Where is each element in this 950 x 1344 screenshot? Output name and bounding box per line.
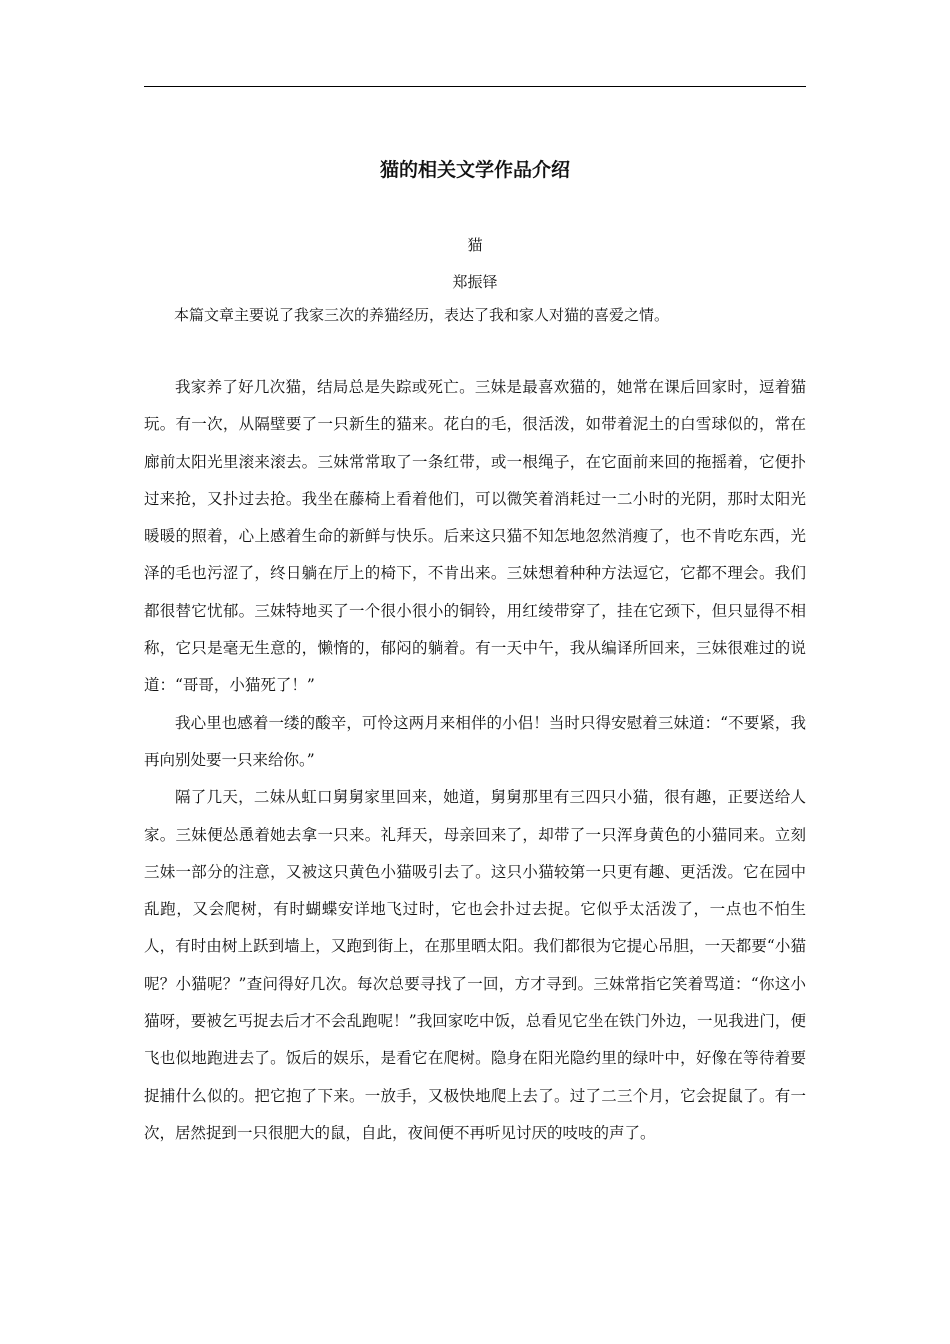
document-title: 猫的相关文学作品介绍 [379,159,570,181]
body-text [144,369,806,1152]
body-paragraph: 隔了几天，二妹从虹口舅舅家里回来，她道，舅舅那里有三四只小猫，很有趣，正要送给人家。三妹便怂恿着她去拿一只来。礼拜天，母亲回来了，却带了一只浑身黄色的小猫同来。立刻三妹一部分的注意，又被这只黄色小猫吸引去了。这只小猫较第一只更有趣、更活泼。它在园中乱跑，又会爬树，有时蝴蝶安详地飞过时，它也会扑过去捉。它似乎太活泼了，一点也不怕生人，有时由树上跃到墙上，又跑到街上，在那里晒太阳。我们都很为它提心吊胆，一天都要“小猫呢？小猫呢？”查问得好几次。每次总要寻找了一回，方才寻到。三妹常指它笑着骂道：“你这小猫呀，要被乞丐捉去后才不会乱跑呢！”我回家吃中饭，总看见它坐在铁门外边，一见我进门，便飞也似地跑进去了。饭后的娱乐，是看它在爬树。隐身在阳光隐约里的绿叶中，好像在等待着要捉捕什么似的。把它抱了下来。一放手，又极快地爬上去了。过了二三个月，它会捉鼠了。有一次，居然捉到一只很肥大的鼠，自此，夜间便不再听见讨厌的吱吱的声了。 [144,788,806,1142]
work-author: 郑振铎 [452,273,498,291]
body-paragraph: 我心里也感着一缕的酸辛，可怜这两月来相伴的小侣！当时只得安慰着三妹道：“不要紧，我再向别处要一只来给你。” [144,713,806,769]
work-title: 猫 [467,236,483,254]
body-paragraph: 我家养了好几次猫，结局总是失踪或死亡。三妹是最喜欢猫的，她常在课后回家时，逗着猫玩。有一次，从隔壁要了一只新生的猫来。花白的毛，很活泼，如带着泥土的白雪球似的，常在廊前太阳光里滚来滚去。三妹常常取了一条红带，或一根绳子，在它面前来回的拖摇着，它便扑过来抢，又扑过去抢。我坐在藤椅上看着他们，可以微笑着消耗过一二小时的光阴，那时太阳光暖暖的照着，心上感着生命的新鲜与快乐。后来这只猫不知怎地忽然消瘦了，也不肯吃东西，光泽的毛也污涩了，终日躺在厅上的椅下，不肯出来。三妹想着种种方法逗它，它都不理会。我们都很替它忧郁。三妹特地买了一个很小很小的铜铃，用红绫带穿了，挂在它颈下，但只显得不相称，它只是毫无生意的，懒惰的，郁闷的躺着。有一天中午，我从编译所回来，三妹很难过的说道：“哥哥，小猫死了！” [144,378,806,695]
header-rule [144,86,806,87]
summary-paragraph: 本篇文章主要说了我家三次的养猫经历，表达了我和家人对猫的喜爱之情。 [174,306,670,324]
